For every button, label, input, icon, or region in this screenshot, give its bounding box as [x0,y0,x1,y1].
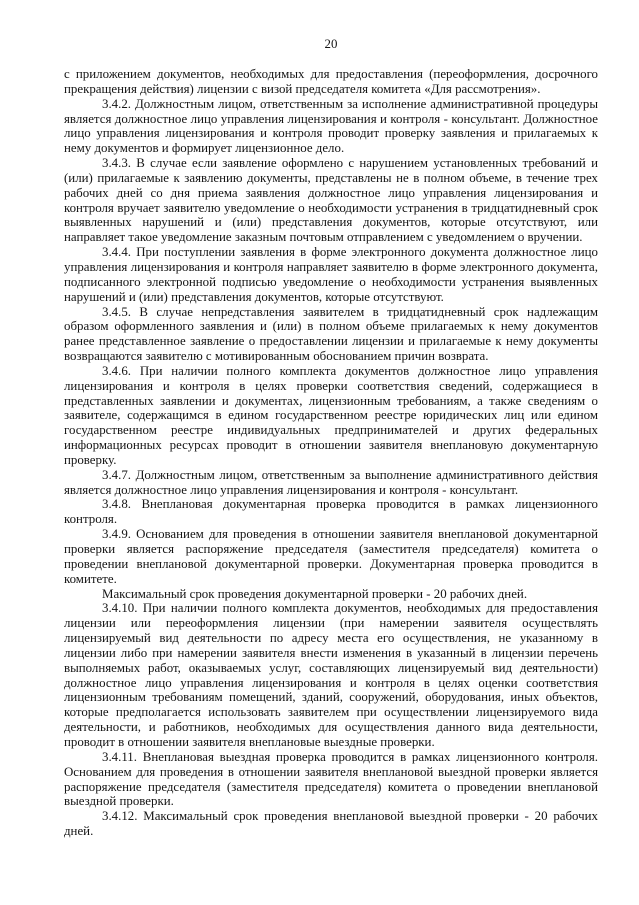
paragraph-3-4-11: 3.4.11. Внеплановая выездная проверка проводится в рамках лицензионного контроля. Основанием для проведения в отношении заявителя внеплановой выездной проверки является распоряжение председателя (заместителя председателя) комитета о проведении внеплановой выездной проверки. [64,749,598,809]
paragraph-max-term-documentary: Максимальный срок проведения документарной проверки - 20 рабочих дней. [102,586,528,601]
paragraph-3-4-7: 3.4.7. Должностным лицом, ответственным за выполнение административного действия является должностное лицо управления лицензирования и контроля - консультант. [64,467,598,497]
paragraph-3-4-2: 3.4.2. Должностным лицом, ответственным за исполнение административной процедуры является должностное лицо управления лицензирования и контроля - консультант. Должностное лицо управления лицензирования и контроля проводит проверку заявления и прилагаемых к нему документов и формирует лицензионное дело. [64,96,598,156]
paragraph-3-4-5: 3.4.5. В случае непредставления заявителем в тридцатидневный срок надлежащим образом оформленного заявления и (или) в полном объеме прилагаемых к нему документов ранее представленное заявление о предоставлении лицензии и прилагаемые к нему документы возвращаются заявителю с мотивированным обоснованием причин возврата. [64,304,598,364]
paragraph-3-4-3: 3.4.3. В случае если заявление оформлено с нарушением установленных требований и (или) прилагаемые к заявлению документы, представлены не в полном объеме, в течение трех рабочих дней со дня приема заявления должностное лицо управления лицензирования и контроля вручает заявителю уведомление о необходимости устранения в тридцатидневный срок выявленных нарушений и (или) представления документов, которые отсутствуют, или направляет такое уведомление заказным почтовым отправлением с уведомлением о вручении. [64,156,598,245]
paragraph-3-4-9: 3.4.9. Основанием для проведения в отношении заявителя внеплановой документарной проверки является распоряжение председателя (заместителя председателя) комитета о проведении внеплановой документарной проверки. Документарная проверка проводится в комитете. [64,527,598,586]
paragraph-3-4-10: 3.4.10. При наличии полного комплекта документов, необходимых для предоставления лицензии или переоформления лицензии (при намерении заявителя осуществлять лицензируемый вид деятельности по адресу места его осуществления, не указанному в лицензии либо при намерении заявителя внести изменения в указанный в лицензии перечень выполняемых работ, оказываемых услуг, составляющих лицензируемый вид деятельности) должностное лицо управления лицензирования и контроля в целях оценки соответствия лицензионным требованиям помещений, зданий, сооружений, оборудования, иных объектов, которые предполагается использовать заявителем при осуществлении лицензируемого вида деятельности, и работников, необходимых для осуществления данного вида деятельности, проводит в отношении заявителя внеплановые выездные проверки. [64,601,598,749]
document-body [64,67,598,839]
paragraph-3-4-8: 3.4.8. Внеплановая документарная проверка проводится в рамках лицензионного контроля. [64,497,598,527]
paragraph-3-4-6: 3.4.6. При наличии полного комплекта документов должностное лицо управления лицензирования и контроля в целях проверки соответствия сведений, содержащиеся в представленных заявлении и документах, лицензионным требованиям, а также сведениям о заявителе, содержащимся в едином государственном реестре юридических лиц или едином государственном реестре индивидуальных предпринимателей и других федеральных информационных ресурсах проводит в отношении заявителя внеплановую документарную проверку. [64,363,598,467]
paragraph-3-4-12: 3.4.12. Максимальный срок проведения внеплановой выездной проверки - 20 рабочих дней. [64,809,598,839]
paragraph-3-4-4: 3.4.4. При поступлении заявления в форме электронного документа должностное лицо управления лицензирования и контроля направляет заявителю в форме электронного документа, подписанного электронной подписью уведомление о необходимости устранения выявленных нарушений и (или) представления документов, которые отсутствуют. [64,245,598,304]
page-number: 20 [324,37,338,51]
paragraph-continuation: с приложением документов, необходимых для предоставления (переоформления, досрочного прекращения действия) лицензии с визой председателя комитета «Для рассмотрения». [64,67,598,96]
